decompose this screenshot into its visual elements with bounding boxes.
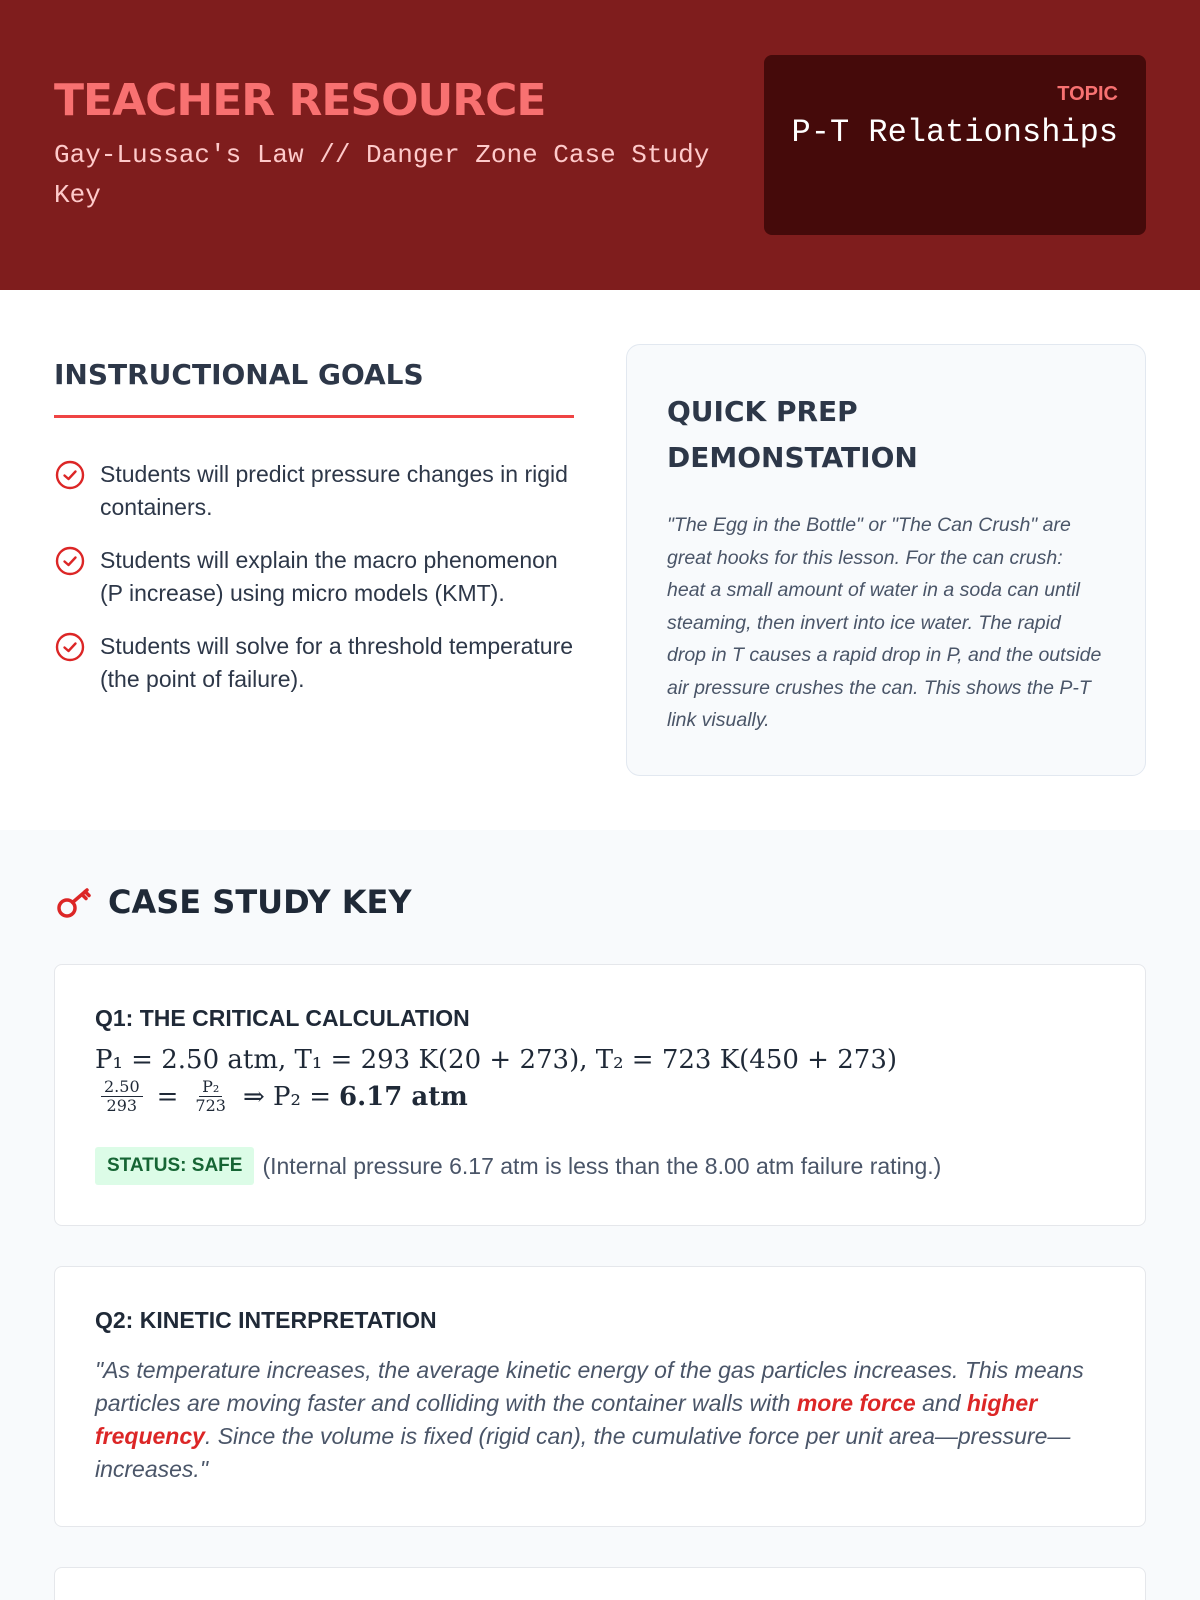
instructional-goals bbox=[54, 344, 574, 830]
header-title-group bbox=[54, 55, 744, 290]
question-card-q3 bbox=[54, 1567, 1146, 1600]
fraction-denominator: 723 bbox=[195, 1096, 226, 1115]
q1-given-values: P₁ = 2.50 atm, T₁ = 293 K(20 + 273), T₂ = 723 K(450 + 273) bbox=[95, 1045, 898, 1075]
goals-divider bbox=[54, 415, 574, 418]
answer-text: and bbox=[915, 1390, 967, 1416]
goal-list bbox=[54, 458, 574, 696]
check-circle-icon bbox=[54, 545, 86, 577]
goal-item bbox=[54, 630, 574, 696]
page-header bbox=[0, 0, 1200, 290]
quick-prep-card bbox=[626, 344, 1146, 776]
goal-text: Students will predict pressure changes in rigid containers. bbox=[100, 461, 568, 520]
prep-text: "The Egg in the Bottle" or "The Can Crush" are great hooks for this lesson. For the can crush: heat a small amount of water in a soda can until steaming, then invert into ice water. The rapid drop in T causes a rapid drop in P, and the outside air pressure crushes the can. This shows the P-T link visually. bbox=[667, 514, 1102, 731]
case-study-title: CASE STUDY KEY bbox=[108, 883, 412, 921]
fraction-numerator: P₂ bbox=[199, 1078, 222, 1097]
highlight-more-force: more force bbox=[796, 1390, 916, 1416]
topic-value: P-T Relationships bbox=[791, 114, 1118, 151]
goal-text: Students will explain the macro phenomenon (P increase) using micro models (KMT). bbox=[100, 547, 558, 606]
case-study-heading bbox=[54, 882, 1146, 922]
answer-text: . Since the volume is fixed (rigid can), the cumulative force per unit area—pressure—increases." bbox=[95, 1423, 1071, 1482]
q1-title: Q1: THE CRITICAL CALCULATION bbox=[95, 1005, 470, 1031]
key-icon bbox=[54, 882, 94, 922]
fraction bbox=[101, 1078, 143, 1115]
status-note: (Internal pressure 6.17 atm is less than the 8.00 atm failure rating.) bbox=[262, 1152, 942, 1179]
topic-box bbox=[764, 55, 1146, 235]
q1-equation bbox=[95, 1078, 1105, 1115]
fraction-numerator: 2.50 bbox=[101, 1078, 143, 1097]
case-study-section bbox=[0, 830, 1200, 1600]
page-title: TEACHER RESOURCE bbox=[54, 75, 546, 126]
goal-item bbox=[54, 458, 574, 524]
status-badge: STATUS: SAFE bbox=[95, 1147, 254, 1185]
result-value: 6.17 atm bbox=[339, 1081, 468, 1112]
question-card-q2 bbox=[54, 1266, 1146, 1527]
highlight-higher-frequency: higher frequency bbox=[95, 1390, 1038, 1449]
question-card-q1 bbox=[54, 964, 1146, 1226]
q1-math bbox=[95, 1042, 1105, 1115]
goal-text: Students will solve for a threshold temperature (the point of failure). bbox=[100, 633, 574, 692]
topic-label: TOPIC bbox=[1057, 83, 1118, 105]
status-row bbox=[95, 1147, 1105, 1185]
check-circle-icon bbox=[54, 631, 86, 663]
result-prefix: ⇒ P₂ = bbox=[242, 1081, 331, 1112]
check-circle-icon bbox=[54, 459, 86, 491]
fraction bbox=[192, 1078, 229, 1115]
page-subtitle: Gay-Lussac's Law // Danger Zone Case Study Key bbox=[54, 140, 710, 210]
goals-title: INSTRUCTIONAL GOALS bbox=[54, 358, 424, 391]
q2-answer bbox=[95, 1354, 1105, 1486]
equals-sign: = bbox=[156, 1081, 179, 1112]
q2-title: Q2: KINETIC INTERPRETATION bbox=[95, 1307, 437, 1333]
goals-section bbox=[0, 290, 1200, 830]
goal-item bbox=[54, 544, 574, 610]
prep-title: QUICK PREP DEMONSTATION bbox=[667, 395, 918, 474]
fraction-denominator: 293 bbox=[106, 1096, 138, 1115]
answer-text: "As temperature increases, the average kinetic energy of the gas particles increases. This means particles are moving faster and colliding with the container walls with bbox=[95, 1357, 1084, 1416]
